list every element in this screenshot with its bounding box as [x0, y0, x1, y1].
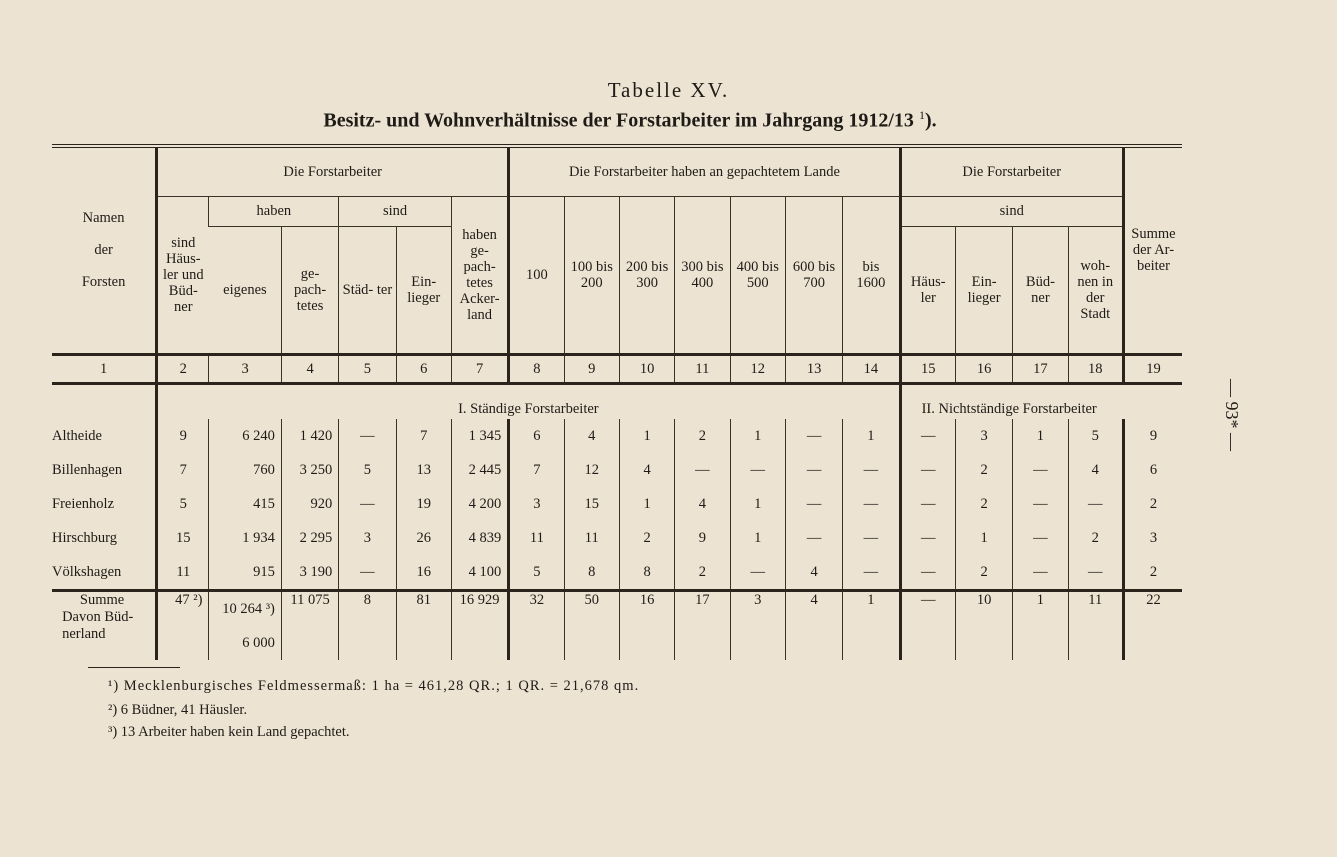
summe-c3: [209, 591, 281, 661]
table-cell: —: [785, 453, 842, 487]
table-cell: 1 934: [209, 521, 281, 555]
header-300: 200 bis 300: [619, 196, 674, 354]
summe-c6: 81: [396, 591, 451, 661]
table-cell: 1: [730, 487, 785, 521]
summe-row: [52, 591, 1182, 661]
header-sind-1: sind: [339, 196, 452, 226]
table-cell: —: [785, 419, 842, 453]
col-num: 16: [955, 354, 1012, 383]
table-cell: 3 190: [281, 555, 338, 591]
table-cell: 3: [955, 419, 1012, 453]
table-cell: —: [1013, 453, 1068, 487]
table-cell: 15: [564, 487, 619, 521]
summe-label: [52, 591, 157, 661]
section-row: [52, 383, 1182, 419]
table-cell: 3: [1123, 521, 1182, 555]
table-cell: 4: [619, 453, 674, 487]
col-num: 14: [843, 354, 900, 383]
summe-c12: 3: [730, 591, 785, 661]
table-cell: 3 250: [281, 453, 338, 487]
header-einlieger-2: Ein- lieger: [955, 226, 1012, 354]
table-cell: 13: [396, 453, 451, 487]
table-cell: 4: [1068, 453, 1123, 487]
summe-c8: 32: [509, 591, 564, 661]
table-cell: —: [900, 453, 955, 487]
table-cell: 4 100: [451, 555, 508, 591]
table-cell: —: [843, 555, 900, 591]
col-num: 6: [396, 354, 451, 383]
table-cell: —: [900, 521, 955, 555]
table-cell: 1: [619, 487, 674, 521]
footnote-3: ³) 13 Arbeiter haben kein Land gepachtet.: [108, 724, 350, 740]
table-cell: 3: [509, 487, 564, 521]
summe-c7: 16 929: [451, 591, 508, 661]
header-forstarbeiter-1: Die Forstarbeiter: [157, 146, 509, 196]
table-cell: 11: [564, 521, 619, 555]
table-cell: 6: [1123, 453, 1182, 487]
table-cell: 1: [619, 419, 674, 453]
table-cell: 415: [209, 487, 281, 521]
table-cell: —: [1013, 521, 1068, 555]
table-subtitle: Besitz- und Wohnverhältnisse der Forstarbeiter im Jahrgang 1912/13 $^1$).: [323, 108, 937, 132]
table-row: [52, 487, 1182, 521]
forst-name: Hirschburg: [52, 530, 117, 546]
header-einlieger: Ein- lieger: [396, 226, 451, 354]
table-cell: 26: [396, 521, 451, 555]
table-cell: 2: [955, 555, 1012, 591]
table-cell: 7: [509, 453, 564, 487]
table-cell: —: [339, 555, 396, 591]
summe-c3-val: 10 264 ³): [222, 601, 275, 617]
col-num: 13: [785, 354, 842, 383]
table-row: [52, 555, 1182, 591]
header-namen: Namen der Forsten: [81, 210, 126, 291]
col-num: 7: [451, 354, 508, 383]
col-num: 9: [564, 354, 619, 383]
col-num: 11: [675, 354, 730, 383]
summe-c18: 11: [1068, 591, 1123, 661]
table-cell: 8: [564, 555, 619, 591]
table-cell: —: [900, 419, 955, 453]
table-title: Tabelle XV.: [607, 78, 730, 102]
forstarbeiter-table: [52, 144, 1182, 660]
table-cell: 4 200: [451, 487, 508, 521]
table-cell: 5: [339, 453, 396, 487]
table-cell: 5: [1068, 419, 1123, 453]
table-cell: 2: [955, 487, 1012, 521]
table-cell: 9: [157, 419, 209, 453]
table-cell: 3: [339, 521, 396, 555]
table-cell: 5: [157, 487, 209, 521]
col-num: 12: [730, 354, 785, 383]
header-forstarbeiter-3: Die Forstarbeiter: [900, 146, 1123, 196]
table-cell: —: [843, 521, 900, 555]
header-sind-haeusler: sind Häus- ler und Büd- ner: [157, 196, 209, 354]
table-cell: —: [900, 487, 955, 521]
table-cell: 1: [730, 521, 785, 555]
col-num: 1: [52, 354, 157, 383]
table-cell: 1 420: [281, 419, 338, 453]
table-cell: —: [1068, 487, 1123, 521]
section-nichtstaendige: II. Nichtständige Forstarbeiter: [900, 383, 1182, 419]
table-cell: —: [730, 453, 785, 487]
footnote-divider: [88, 667, 180, 668]
table-cell: 19: [396, 487, 451, 521]
subtitle-text: Besitz- und Wohnverhältnisse der Forstarbeiter im Jahrgang 1912/13: [323, 109, 914, 132]
table-cell: 1: [1013, 419, 1068, 453]
summe-c10: 16: [619, 591, 674, 661]
table-cell: —: [785, 487, 842, 521]
summe-c19: 22: [1123, 591, 1182, 661]
table-cell: 7: [396, 419, 451, 453]
table-cell: 2 445: [451, 453, 508, 487]
table-cell: —: [843, 487, 900, 521]
table-cell: 16: [396, 555, 451, 591]
davon-text: Davon Büd- nerland: [62, 609, 134, 642]
header-haeusler: Häus- ler: [900, 226, 955, 354]
table-cell: 1: [955, 521, 1012, 555]
table-cell: 1: [843, 419, 900, 453]
summe-c9: 50: [564, 591, 619, 661]
table-cell: —: [730, 555, 785, 591]
summe-c14: 1: [843, 591, 900, 661]
col-num: 8: [509, 354, 564, 383]
table-cell: 6 240: [209, 419, 281, 453]
table-cell: 4: [785, 555, 842, 591]
col-num: 17: [1013, 354, 1068, 383]
table-cell: 5: [509, 555, 564, 591]
header-gepachtet: Die Forstarbeiter haben an gepachtetem Lande: [509, 146, 900, 196]
table-cell: 760: [209, 453, 281, 487]
table-cell: 9: [675, 521, 730, 555]
forst-name: Völkshagen: [52, 564, 122, 580]
table-cell: 8: [619, 555, 674, 591]
footnote-1: ¹) Mecklenburgisches Feldmessermaß: 1 ha = 461,28 QR.; 1 QR. = 21,678 qm.: [108, 678, 640, 694]
table-cell: —: [675, 453, 730, 487]
table-cell: 6: [509, 419, 564, 453]
table-cell: 11: [509, 521, 564, 555]
summe-text: Summe: [79, 592, 125, 608]
col-num: 15: [900, 354, 955, 383]
table-cell: —: [1013, 487, 1068, 521]
col-num: 3: [209, 354, 281, 383]
table-cell: 9: [1123, 419, 1182, 453]
header-staedter: Städ- ter: [339, 226, 396, 354]
header-haben: haben: [209, 196, 339, 226]
table-cell: —: [900, 555, 955, 591]
table-cell: 11: [157, 555, 209, 591]
table-cell: 4 839: [451, 521, 508, 555]
table-row: [52, 521, 1182, 555]
table-cell: 2: [675, 419, 730, 453]
table-cell: 920: [281, 487, 338, 521]
summe-c17: 1: [1013, 591, 1068, 661]
summe-c13: 4: [785, 591, 842, 661]
footnote-2: ²) 6 Büdner, 41 Häusler.: [108, 702, 248, 718]
header-gepachtetes: ge- pach- tetes: [281, 226, 338, 354]
summe-c16: 10: [955, 591, 1012, 661]
header-buedner: Büd- ner: [1013, 226, 1068, 354]
forst-name: Billenhagen: [52, 462, 123, 478]
header-haben-acker: haben ge- pach- tetes Acker- land: [451, 196, 508, 354]
col-num: 4: [281, 354, 338, 383]
header-100: 100: [509, 196, 564, 354]
table-row: [52, 453, 1182, 487]
col-num: 2: [157, 354, 209, 383]
summe-c5: 8: [339, 591, 396, 661]
col-num: 5: [339, 354, 396, 383]
table-cell: —: [785, 521, 842, 555]
header-eigenes: eigenes: [223, 281, 267, 298]
page-number: — 93* —: [1222, 379, 1243, 451]
summe-c15: —: [900, 591, 955, 661]
col-num: 18: [1068, 354, 1123, 383]
summe-c11: 17: [675, 591, 730, 661]
col-num: 10: [619, 354, 674, 383]
table-cell: —: [1068, 555, 1123, 591]
forst-name: Altheide: [52, 428, 102, 444]
table-cell: 2: [955, 453, 1012, 487]
table-cell: 915: [209, 555, 281, 591]
table-cell: 1 345: [451, 419, 508, 453]
table-cell: 2: [1123, 487, 1182, 521]
table-cell: 2: [675, 555, 730, 591]
summe-c4: 11 075: [281, 591, 338, 661]
table-cell: —: [339, 419, 396, 453]
subtitle-footnote-mark: 1: [918, 108, 925, 122]
table-row: [52, 419, 1182, 453]
table-cell: 12: [564, 453, 619, 487]
table-cell: 2 295: [281, 521, 338, 555]
header-summe: Summe der Ar- beiter: [1123, 146, 1182, 354]
table-cell: 2: [619, 521, 674, 555]
header-700: 600 bis 700: [785, 196, 842, 354]
table-cell: 2: [1068, 521, 1123, 555]
table-cell: 15: [157, 521, 209, 555]
header-sind-2: sind: [900, 196, 1123, 226]
table-cell: 1: [730, 419, 785, 453]
header-400: 300 bis 400: [675, 196, 730, 354]
table-cell: 4: [564, 419, 619, 453]
header-200: 100 bis 200: [564, 196, 619, 354]
column-number-row: [52, 354, 1182, 383]
table-cell: 2: [1123, 555, 1182, 591]
header-500: 400 bis 500: [730, 196, 785, 354]
table-cell: 7: [157, 453, 209, 487]
table-cell: —: [843, 453, 900, 487]
summe-c2: 47 ²): [157, 591, 209, 661]
forst-name: Freienholz: [52, 496, 115, 512]
summe-c3b-val: 6 000: [242, 635, 275, 651]
section-staendige: I. Ständige Forstarbeiter: [157, 383, 900, 419]
table-cell: —: [339, 487, 396, 521]
header-1600: bis 1600: [843, 196, 900, 354]
header-wohnen: woh- nen in der Stadt: [1068, 226, 1123, 354]
col-num: 19: [1123, 354, 1182, 383]
table-cell: 4: [675, 487, 730, 521]
table-cell: —: [1013, 555, 1068, 591]
